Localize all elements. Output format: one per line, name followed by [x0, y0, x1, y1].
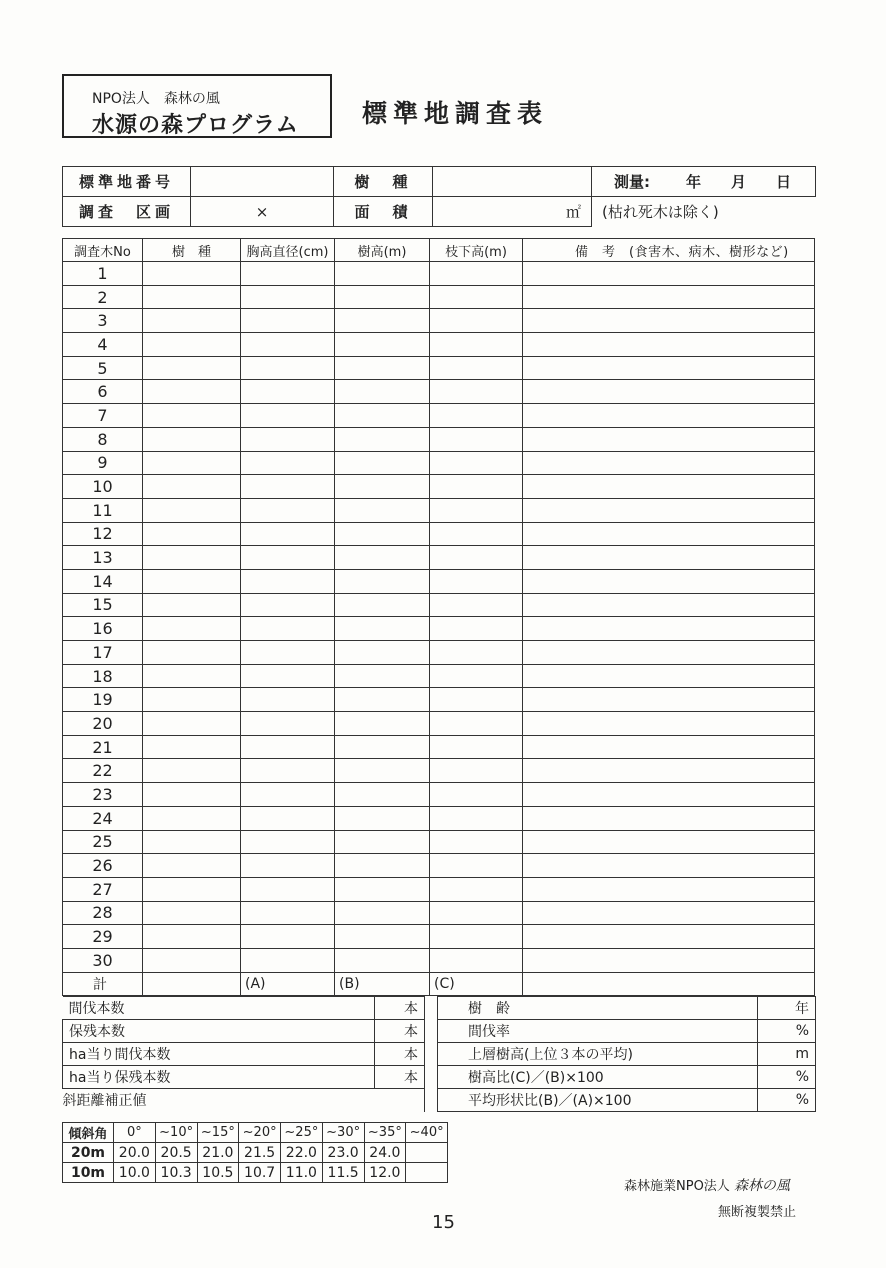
tree-age-label: 樹 齢 — [438, 997, 758, 1020]
slope-angle-0: 0° — [114, 1123, 156, 1143]
remarks-cell[interactable] — [523, 404, 815, 428]
branch-height-cell[interactable] — [430, 712, 523, 736]
tree-number: 9 — [63, 451, 143, 475]
col-header-tree-no: 調査木No — [63, 239, 143, 262]
remarks-cell[interactable] — [523, 901, 815, 925]
height-cell[interactable] — [335, 285, 430, 309]
height-cell[interactable] — [335, 593, 430, 617]
table-row — [63, 498, 815, 522]
tree-number: 8 — [63, 427, 143, 451]
species-cell[interactable] — [143, 901, 241, 925]
species-cell[interactable] — [143, 262, 241, 286]
col-header-remarks: 備 考 (食害木、病木、樹形など) — [523, 239, 815, 262]
table-row — [63, 877, 815, 901]
slope-angle-2: ~15° — [197, 1123, 239, 1143]
month-label: 月 — [731, 173, 747, 191]
tree-age-unit[interactable]: 年 — [758, 997, 816, 1020]
tree-number: 19 — [63, 688, 143, 712]
tree-number: 13 — [63, 546, 143, 570]
thinning-per-ha-label: ha当り間伐本数 — [63, 1043, 375, 1066]
height-ratio-label: 樹高比(C)／(B)×100 — [438, 1066, 758, 1089]
branch-height-cell[interactable] — [430, 404, 523, 428]
species-cell[interactable] — [143, 664, 241, 688]
slope-value: 22.0 — [281, 1143, 323, 1163]
height-cell[interactable] — [335, 925, 430, 949]
footer-org-text: 森林施業NPO法人 — [624, 1179, 730, 1194]
species-cell[interactable] — [143, 759, 241, 783]
species-cell[interactable] — [143, 285, 241, 309]
height-cell[interactable] — [335, 735, 430, 759]
remaining-per-ha-label: ha当り保残本数 — [63, 1066, 375, 1089]
species-cell[interactable] — [143, 712, 241, 736]
slope-value: 21.5 — [239, 1143, 281, 1163]
dbh-cell[interactable] — [241, 404, 335, 428]
remarks-cell[interactable] — [523, 451, 815, 475]
species-cell[interactable] — [143, 333, 241, 357]
branch-height-cell[interactable] — [430, 285, 523, 309]
branch-height-cell[interactable] — [430, 901, 523, 925]
height-cell[interactable] — [335, 617, 430, 641]
year-label: 年 — [686, 173, 702, 191]
remarks-cell[interactable] — [523, 806, 815, 830]
table-row — [63, 617, 815, 641]
tree-number: 7 — [63, 404, 143, 428]
remarks-cell[interactable] — [523, 593, 815, 617]
dbh-cell[interactable] — [241, 262, 335, 286]
dbh-cell[interactable] — [241, 427, 335, 451]
species-cell[interactable] — [143, 830, 241, 854]
dbh-cell[interactable] — [241, 546, 335, 570]
area-note: (枯れ死木は除く) — [602, 203, 719, 222]
dbh-cell[interactable] — [241, 333, 335, 357]
height-cell[interactable] — [335, 783, 430, 807]
day-label: 日 — [776, 173, 792, 191]
remarks-cell[interactable] — [523, 475, 815, 499]
table-row — [63, 569, 815, 593]
remarks-cell[interactable] — [523, 309, 815, 333]
table-row — [63, 948, 815, 972]
remarks-cell[interactable] — [523, 712, 815, 736]
tree-number: 1 — [63, 262, 143, 286]
document-title: 標準地調査表 — [362, 99, 549, 128]
remarks-cell[interactable] — [523, 948, 815, 972]
tree-number: 6 — [63, 380, 143, 404]
table-row — [63, 593, 815, 617]
height-cell[interactable] — [335, 498, 430, 522]
tree-number: 5 — [63, 356, 143, 380]
table-row — [63, 309, 815, 333]
area-field[interactable] — [433, 197, 592, 227]
dbh-cell[interactable] — [241, 854, 335, 878]
table-row — [63, 830, 815, 854]
tree-number: 24 — [63, 806, 143, 830]
total-species-cell[interactable] — [143, 972, 241, 996]
height-cell[interactable] — [335, 664, 430, 688]
tree-number: 23 — [63, 783, 143, 807]
slope-angle-6: ~35° — [364, 1123, 406, 1143]
dbh-cell[interactable] — [241, 925, 335, 949]
height-cell[interactable] — [335, 712, 430, 736]
total-remarks-cell[interactable] — [523, 972, 815, 996]
table-row — [63, 641, 815, 665]
dbh-cell[interactable] — [241, 451, 335, 475]
table-row — [63, 901, 815, 925]
tree-number: 22 — [63, 759, 143, 783]
table-row — [63, 806, 815, 830]
thinning-rate-label: 間伐率 — [438, 1020, 758, 1043]
height-cell[interactable] — [335, 688, 430, 712]
remaining-per-ha-unit[interactable]: 本 — [375, 1066, 425, 1089]
tree-number: 30 — [63, 948, 143, 972]
dbh-cell[interactable] — [241, 522, 335, 546]
height-cell[interactable] — [335, 901, 430, 925]
dbh-cell[interactable] — [241, 285, 335, 309]
table-row — [63, 522, 815, 546]
dbh-cell[interactable] — [241, 475, 335, 499]
remarks-cell[interactable] — [523, 664, 815, 688]
species-cell[interactable] — [143, 948, 241, 972]
branch-height-cell[interactable] — [430, 569, 523, 593]
footer-brand: 森林の風 — [733, 1178, 790, 1194]
slope-angle-3: ~20° — [239, 1123, 281, 1143]
height-cell[interactable] — [335, 569, 430, 593]
height-cell[interactable] — [335, 522, 430, 546]
dbh-cell[interactable] — [241, 593, 335, 617]
dbh-cell[interactable] — [241, 901, 335, 925]
height-cell[interactable] — [335, 262, 430, 286]
table-row — [63, 783, 815, 807]
remarks-cell[interactable] — [523, 759, 815, 783]
plot-number-field[interactable] — [191, 167, 334, 197]
survey-label: 測量: — [614, 173, 650, 191]
branch-height-cell[interactable] — [430, 759, 523, 783]
species-cell[interactable] — [143, 427, 241, 451]
tree-number: 21 — [63, 735, 143, 759]
thinning-count-label: 間伐本数 — [63, 997, 375, 1020]
height-cell[interactable] — [335, 309, 430, 333]
slope-row-label: 20m — [63, 1143, 114, 1163]
branch-height-cell[interactable] — [430, 333, 523, 357]
total-row — [63, 972, 815, 996]
table-row — [63, 664, 815, 688]
branch-height-cell[interactable] — [430, 925, 523, 949]
slope-angle-label: 傾斜角 — [63, 1123, 114, 1143]
upper-height-label: 上層樹高(上位３本の平均) — [438, 1043, 758, 1066]
tree-number: 14 — [63, 569, 143, 593]
footer-organization — [624, 1175, 790, 1195]
table-row — [63, 854, 815, 878]
dbh-cell[interactable] — [241, 783, 335, 807]
table-row — [63, 380, 815, 404]
species-cell[interactable] — [143, 522, 241, 546]
height-cell[interactable] — [335, 641, 430, 665]
remarks-cell[interactable] — [523, 569, 815, 593]
tree-number: 15 — [63, 593, 143, 617]
slope-value: 20.5 — [155, 1143, 197, 1163]
dbh-cell[interactable] — [241, 830, 335, 854]
slope-20m-row — [63, 1143, 448, 1163]
remarks-cell[interactable] — [523, 333, 815, 357]
height-cell[interactable] — [335, 427, 430, 451]
remarks-cell[interactable] — [523, 854, 815, 878]
tree-number: 12 — [63, 522, 143, 546]
branch-height-cell[interactable] — [430, 830, 523, 854]
thinning-count-unit[interactable]: 本 — [375, 997, 425, 1020]
total-a-cell[interactable]: (A) — [241, 972, 335, 996]
species-cell[interactable] — [143, 688, 241, 712]
height-cell[interactable] — [335, 877, 430, 901]
section-field[interactable] — [191, 197, 334, 227]
remarks-cell[interactable] — [523, 925, 815, 949]
table-row — [63, 262, 815, 286]
tree-number: 20 — [63, 712, 143, 736]
table-row — [63, 759, 815, 783]
dbh-cell[interactable] — [241, 712, 335, 736]
slope-value: 20.0 — [114, 1143, 156, 1163]
species-cell[interactable] — [143, 641, 241, 665]
remarks-cell[interactable] — [523, 380, 815, 404]
slope-correction-label: 斜距離補正値 — [62, 1093, 147, 1110]
table-row — [63, 404, 815, 428]
species-cell[interactable] — [143, 617, 241, 641]
total-label: 計 — [63, 972, 143, 996]
table-row — [63, 546, 815, 570]
species-cell[interactable] — [143, 783, 241, 807]
height-cell[interactable] — [335, 948, 430, 972]
branch-height-cell[interactable] — [430, 688, 523, 712]
branch-height-cell[interactable] — [430, 427, 523, 451]
branch-height-cell[interactable] — [430, 664, 523, 688]
branch-height-cell[interactable] — [430, 356, 523, 380]
branch-height-cell[interactable] — [430, 877, 523, 901]
remaining-count-label: 保残本数 — [63, 1020, 375, 1043]
height-cell[interactable] — [335, 806, 430, 830]
slope-angle-1: ~10° — [155, 1123, 197, 1143]
dbh-cell[interactable] — [241, 617, 335, 641]
remarks-cell[interactable] — [523, 688, 815, 712]
remarks-cell[interactable] — [523, 617, 815, 641]
slope-angle-row — [63, 1123, 448, 1143]
slope-value: 23.0 — [322, 1143, 364, 1163]
thinning-rate-unit[interactable]: % — [758, 1020, 816, 1043]
dbh-cell[interactable] — [241, 356, 335, 380]
page-number: 15 — [432, 1212, 455, 1233]
dbh-cell[interactable] — [241, 688, 335, 712]
branch-height-cell[interactable] — [430, 617, 523, 641]
species-cell[interactable] — [143, 356, 241, 380]
table-row — [63, 333, 815, 357]
total-c-cell[interactable]: (C) — [430, 972, 523, 996]
tree-number: 26 — [63, 854, 143, 878]
slope-correction-table — [62, 1122, 448, 1183]
table-row — [63, 427, 815, 451]
species-field[interactable] — [433, 167, 592, 197]
branch-height-cell[interactable] — [430, 498, 523, 522]
species-cell[interactable] — [143, 877, 241, 901]
organization-name: NPO法人 森林の風 — [92, 91, 220, 107]
tree-number: 27 — [63, 877, 143, 901]
remarks-cell[interactable] — [523, 641, 815, 665]
branch-height-cell[interactable] — [430, 735, 523, 759]
table-row — [63, 475, 815, 499]
remarks-cell[interactable] — [523, 262, 815, 286]
height-cell[interactable] — [335, 380, 430, 404]
height-cell[interactable] — [335, 404, 430, 428]
dbh-cell[interactable] — [241, 806, 335, 830]
branch-height-cell[interactable] — [430, 262, 523, 286]
tree-number: 18 — [63, 664, 143, 688]
table-row — [63, 735, 815, 759]
species-cell[interactable] — [143, 498, 241, 522]
dbh-cell[interactable] — [241, 569, 335, 593]
branch-height-cell[interactable] — [430, 641, 523, 665]
col-header-dbh: 胸高直径(cm) — [241, 239, 335, 262]
species-cell[interactable] — [143, 925, 241, 949]
remarks-cell[interactable] — [523, 546, 815, 570]
summary-table — [62, 996, 816, 1112]
height-cell[interactable] — [335, 475, 430, 499]
remarks-cell[interactable] — [523, 356, 815, 380]
species-cell[interactable] — [143, 380, 241, 404]
total-b-cell[interactable]: (B) — [335, 972, 430, 996]
remarks-cell[interactable] — [523, 783, 815, 807]
dbh-cell[interactable] — [241, 664, 335, 688]
height-cell[interactable] — [335, 546, 430, 570]
slope-value: 11.0 — [281, 1163, 323, 1183]
slope-row-label: 10m — [63, 1163, 114, 1183]
dbh-cell[interactable] — [241, 309, 335, 333]
slope-value: 10.7 — [239, 1163, 281, 1183]
col-header-species: 樹 種 — [143, 239, 241, 262]
remarks-cell[interactable] — [523, 498, 815, 522]
slope-value: 12.0 — [364, 1163, 406, 1183]
species-cell[interactable] — [143, 475, 241, 499]
tree-number: 11 — [63, 498, 143, 522]
slope-angle-7: ~40° — [406, 1123, 448, 1143]
branch-height-cell[interactable] — [430, 783, 523, 807]
dbh-cell[interactable] — [241, 735, 335, 759]
species-cell[interactable] — [143, 569, 241, 593]
tree-number: 29 — [63, 925, 143, 949]
dbh-cell[interactable] — [241, 641, 335, 665]
section-label: 調査 区画 — [63, 197, 191, 227]
table-row — [63, 356, 815, 380]
branch-height-cell[interactable] — [430, 309, 523, 333]
slope-value: 24.0 — [364, 1143, 406, 1163]
slope-angle-5: ~30° — [322, 1123, 364, 1143]
height-cell[interactable] — [335, 451, 430, 475]
slope-value: 21.0 — [197, 1143, 239, 1163]
remarks-cell[interactable] — [523, 522, 815, 546]
section-cross: × — [255, 202, 269, 221]
height-ratio-unit[interactable]: % — [758, 1066, 816, 1089]
species-cell[interactable] — [143, 404, 241, 428]
dbh-cell[interactable] — [241, 948, 335, 972]
dbh-cell[interactable] — [241, 380, 335, 404]
copyright-notice: 無断複製禁止 — [718, 1205, 797, 1220]
dbh-cell[interactable] — [241, 498, 335, 522]
height-cell[interactable] — [335, 333, 430, 357]
slope-10m-row — [63, 1163, 448, 1183]
height-cell[interactable] — [335, 854, 430, 878]
tree-number: 16 — [63, 617, 143, 641]
remarks-cell[interactable] — [523, 877, 815, 901]
branch-height-cell[interactable] — [430, 475, 523, 499]
branch-height-cell[interactable] — [430, 546, 523, 570]
tree-number: 4 — [63, 333, 143, 357]
tree-number: 3 — [63, 309, 143, 333]
slope-value: 10.5 — [197, 1163, 239, 1183]
tree-number: 17 — [63, 641, 143, 665]
species-cell[interactable] — [143, 806, 241, 830]
tree-number: 28 — [63, 901, 143, 925]
area-unit: ㎡ — [565, 203, 581, 221]
species-cell[interactable] — [143, 546, 241, 570]
branch-height-cell[interactable] — [430, 854, 523, 878]
branch-height-cell[interactable] — [430, 948, 523, 972]
height-cell[interactable] — [335, 356, 430, 380]
height-cell[interactable] — [335, 830, 430, 854]
thinning-per-ha-unit[interactable]: 本 — [375, 1043, 425, 1066]
dbh-cell[interactable] — [241, 877, 335, 901]
branch-height-cell[interactable] — [430, 806, 523, 830]
shape-ratio-label: 平均形状比(B)／(A)×100 — [438, 1089, 758, 1112]
species-cell[interactable] — [143, 593, 241, 617]
slope-value: 10.0 — [114, 1163, 156, 1183]
upper-height-unit[interactable]: m — [758, 1043, 816, 1066]
species-label: 樹 種 — [334, 167, 433, 197]
remarks-cell[interactable] — [523, 285, 815, 309]
table-row — [63, 712, 815, 736]
branch-height-cell[interactable] — [430, 593, 523, 617]
slope-angle-4: ~25° — [281, 1123, 323, 1143]
remaining-count-unit[interactable]: 本 — [375, 1020, 425, 1043]
table-row — [63, 285, 815, 309]
shape-ratio-unit[interactable]: % — [758, 1089, 816, 1112]
table-row — [63, 925, 815, 949]
species-cell[interactable] — [143, 451, 241, 475]
branch-height-cell[interactable] — [430, 522, 523, 546]
species-cell[interactable] — [143, 309, 241, 333]
tree-number: 2 — [63, 285, 143, 309]
remarks-cell[interactable] — [523, 427, 815, 451]
table-header-row — [63, 239, 815, 262]
species-cell[interactable] — [143, 735, 241, 759]
program-name: 水源の森プログラム — [92, 113, 299, 138]
slope-value: 10.3 — [155, 1163, 197, 1183]
dbh-cell[interactable] — [241, 759, 335, 783]
slope-value: 11.5 — [322, 1163, 364, 1183]
tree-number: 25 — [63, 830, 143, 854]
tree-survey-table — [62, 238, 815, 996]
height-cell[interactable] — [335, 759, 430, 783]
plot-info-table — [62, 166, 816, 227]
area-label: 面 積 — [334, 197, 433, 227]
table-row — [63, 451, 815, 475]
remarks-cell[interactable] — [523, 735, 815, 759]
species-cell[interactable] — [143, 854, 241, 878]
branch-height-cell[interactable] — [430, 451, 523, 475]
survey-date-field[interactable] — [592, 167, 816, 197]
tree-number: 10 — [63, 475, 143, 499]
table-row — [63, 688, 815, 712]
plot-number-label: 標準地番号 — [63, 167, 191, 197]
col-header-height: 樹高(m) — [335, 239, 430, 262]
remarks-cell[interactable] — [523, 830, 815, 854]
branch-height-cell[interactable] — [430, 380, 523, 404]
col-header-branch-height: 枝下高(m) — [430, 239, 523, 262]
